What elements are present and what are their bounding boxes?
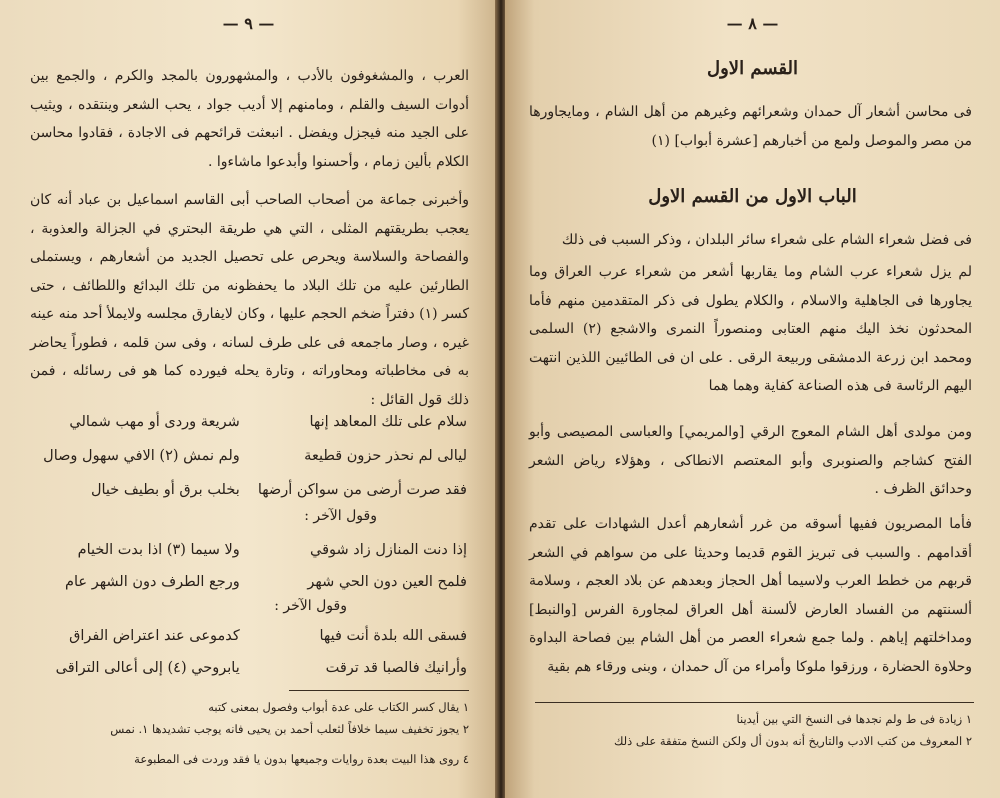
- hemistich: ورجع الطرف دون الشهر عام: [65, 574, 240, 590]
- paragraph: ومن مولدى أهل الشام المعوج الرقي [والمريمي] والعباسى المصيصى وأبو الفتح كشاجم والصنوبرى وأبو المعتصم الانطاكى ، وهؤلاء رياض الشعر وحدائق الظرف .: [529, 424, 972, 497]
- hemistich: ولم نمش (٢) الافي سهول وصال: [43, 448, 240, 464]
- hemistich: بخلب برق أو بطيف خيال: [90, 482, 240, 498]
- verse-intro: وقول الآخر :: [304, 508, 377, 524]
- verse-line: [30, 482, 467, 510]
- verse-line: [30, 448, 467, 476]
- hemistich: ليالى لم نحذر حزون قطيعة: [304, 448, 467, 464]
- verse-line: [30, 414, 467, 442]
- chapter-title: الباب الاول من القسم الاول: [648, 186, 857, 207]
- page-number: — ٨ —: [726, 14, 779, 33]
- hemistich: شريعة وردى أو مهب شمالي: [69, 414, 240, 430]
- right-page: [505, 0, 1000, 798]
- footnote: ٢ المعروف من كتب الادب والتاريخ أنه بدون أل ولكن النسخ متفقة على ذلك: [613, 734, 972, 748]
- verse-line: [30, 574, 467, 602]
- hemistich: ولا سيما (٣) اذا بدت الخيام: [77, 542, 240, 558]
- paragraph: فأما المصريون ففيها أسوقه من غرر أشعارهم أعدل الشهادات على تقدم أقدامهم . والسبب فى تبريز القوم قديما وحديثا على من سواهم في الشعر قربهم من خطط العرب ولاسيما أهل الحجاز وبعدهم عن بلاد العجم ، وسلامة ألسنتهم من الفساد العارض لألسنة أهل العراق لمجاورة الفرس [والنبط] ومداخلتهم إياهم . ولما جمع شعراء العصر من أهل الشام بين فصاحة البداوة وحلاوة الحضارة ، ورزقوا ملوكا وأمراء من آل حمدان ، وبنى ورقاء هم بقية: [529, 516, 972, 675]
- hemistich: إذا دنت المنازل زاد شوقي: [310, 542, 467, 558]
- hemistich: فلمح العين دون الحي شهر: [307, 574, 467, 590]
- verse-line: [30, 660, 467, 688]
- left-page: [0, 0, 497, 798]
- hemistich: فقد صرت أرضى من سواكن أرضها: [257, 482, 467, 498]
- verse-line: [30, 542, 467, 570]
- chapter-subtitle: فى فضل شعراء الشام على شعراء سائر البلدان ، وذكر السبب فى ذلك: [561, 232, 972, 248]
- footnote-divider: [535, 702, 974, 703]
- page-number: — ٩ —: [222, 14, 275, 33]
- footnote-divider: [289, 690, 469, 691]
- hemistich: يابروحي (٤) إلى أعالى التراقى: [55, 660, 240, 676]
- paragraph: العرب ، والمشغوفون بالأدب ، والمشهورون بالمجد والكرم ، والجمع بين أدوات السيف والقلم ، ومامنهم إلا أديب جواد ، يحب الشعر وينتقده ، ويثيب على الجيد منه فيجزل ويفضل . انبعثت قرائحهم فى الاجادة ، فقادوا محاسن الكلام بألين زمام ، وأحسنوا وأبدعوا ماشاءوا .: [30, 68, 470, 170]
- footnote: ٤ روى هذا البيت بعدة روايات وجميعها بدون يا فقد وردت فى المطبوعة: [134, 752, 469, 766]
- hemistich: وأرانيك فالصبا قد ترقت: [325, 660, 467, 676]
- paragraph: فى محاسن أشعار آل حمدان وشعرائهم وغيرهم من أهل الشام ، ومايجاورها من مصر والموصل ولمع من أخبارهم [عشرة أبواب] (١): [529, 104, 972, 149]
- footnote: ١ زيادة فى ط ولم نجدها فى النسخ التي بين أيدينا: [736, 712, 972, 726]
- paragraph: وأخبرنى جماعة من أصحاب الصاحب أبى القاسم اسماعيل بن عباد أنه كان يعجب بطريقتهم المثلى ، التي هي طريقة البحتري في الجزالة والعذوبة ، والفصاحة والسلاسة ويحرص على تحصيل الجديد من أشعارهم ، ويستملى الطارئين عليه من تلك البلاد ما يحفظونه من تلك البدائع واللطائف ، حتى كسر (١) دفتراً ضخم الحجم عليها ، وكان لايفارق مجلسه ولايملأ أحد منه عينه غيره ، وصار ماجمعه فى على طرف لسانه ، وفى سن قلمه ، فطوراً يحاضر به فى مخاطباته ومحاوراته ، وتارة يحله فيورده كما هو فى رسائله ، فمن ذلك قول القائل :: [30, 192, 469, 408]
- hemistich: فسقى الله بلدة أنت فيها: [319, 628, 467, 644]
- paragraph: لم يزل شعراء عرب الشام وما يقاربها أشعر من شعراء عرب العراق وما يجاورها فى الجاهلية والاسلام ، والكلام يطول فى ذكر المتقدمين منهم فأما المحدثون نخذ اليك منهم العتابى ومنصوراً النمرى والاشجع (٢) السلمى ومحمد ابن زرعة الدمشقى وربيعة الرقى . على ان فى الطائيين اللذين انتهت اليهم الرئاسة فى هذه الصناعة كفاية وهما هما: [529, 264, 972, 394]
- section-title: القسم الاول: [707, 58, 798, 79]
- hemistich: كدموعى عند اعتراض الفراق: [69, 628, 240, 644]
- footnote: ٢ يجوز تخفيف سيما خلافاً لثعلب أحمد بن يحيى فانه يوجب تشديدها ١. نمس: [110, 722, 469, 736]
- footnote: ١ يقال كسر الكتاب على عدة أبواب وفصول بمعنى كتبه: [208, 700, 469, 714]
- hemistich: سلام على تلك المعاهد إنها: [309, 414, 467, 430]
- verse-intro: وقول الآخر :: [274, 598, 347, 614]
- verse-line: [30, 628, 467, 656]
